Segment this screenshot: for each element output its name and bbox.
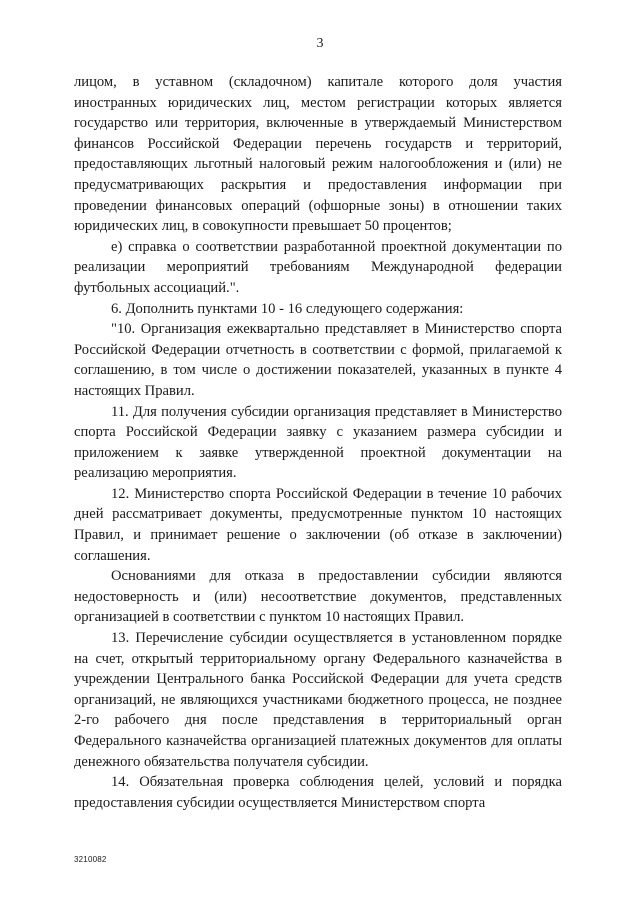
page-number: 3 [316, 36, 324, 51]
footer-document-code: 3210082 [74, 855, 107, 864]
document-body [74, 72, 562, 813]
paragraph-point-12: 12. Министерство спорта Российской Федерации в течение 10 рабочих дней рассматривает документы, предусмотренные пунктом 10 настоящих Правил, и принимает решение о заключении (об отказе в заключении) соглашения. [74, 485, 562, 564]
paragraph-continuation: лицом, в уставном (складочном) капитале которого доля участия иностранных юридических лиц, местом регистрации которых является государство или территория, включенные в утверждаемый Министерством финансов Российской Федерации перечень государств и территорий, предоставляющих льготный налоговый режим налогообложения и (или) не предусматривающих раскрытия и предоставления информации при проведении финансовых операций (офшорные зоны) в отношении таких юридических лиц, в совокупности превышает 50 процентов; [74, 74, 562, 235]
paragraph-point-13: 13. Перечисление субсидии осуществляется в установленном порядке на счет, открытый территориальному органу Федерального казначейства в учреждении Центрального банка Российской Федерации для учета средств организаций, не являющихся участниками бюджетного процесса, не позднее 2-го рабочего дня после представления в территориальный орган Федерального казначейства организацией платежных документов для оплаты денежного обязательства получателя субсидии. [74, 630, 562, 770]
paragraph-item-e: е) справка о соответствии разработанной проектной документации по реализации мероприятий требованиям Международной федерации футбольных ассоциаций.". [74, 238, 562, 296]
paragraph-refusal-grounds: Основаниями для отказа в предоставлении субсидии являются недостоверность и (или) несоответствие документов, представленных организацией в соответствии с пунктом 10 настоящих Правил. [74, 568, 562, 626]
paragraph-point-10: "10. Организация ежеквартально представляет в Министерство спорта Российской Федерации отчетность в соответствии с формой, прилагаемой к соглашению, в том числе о достижении показателей, указанных в пункте 4 настоящих Правил. [74, 321, 562, 399]
paragraph-point-14: 14. Обязательная проверка соблюдения целей, условий и порядка предоставления субсидии осуществляется Министерством спорта [74, 774, 562, 811]
paragraph-point-11: 11. Для получения субсидии организация представляет в Министерство спорта Российской Федерации заявку с указанием размера субсидии и приложением к заявке утвержденной проектной документации на реализацию мероприятия. [74, 403, 562, 482]
paragraph-amendment-6: 6. Дополнить пунктами 10 - 16 следующего содержания: [111, 300, 464, 317]
